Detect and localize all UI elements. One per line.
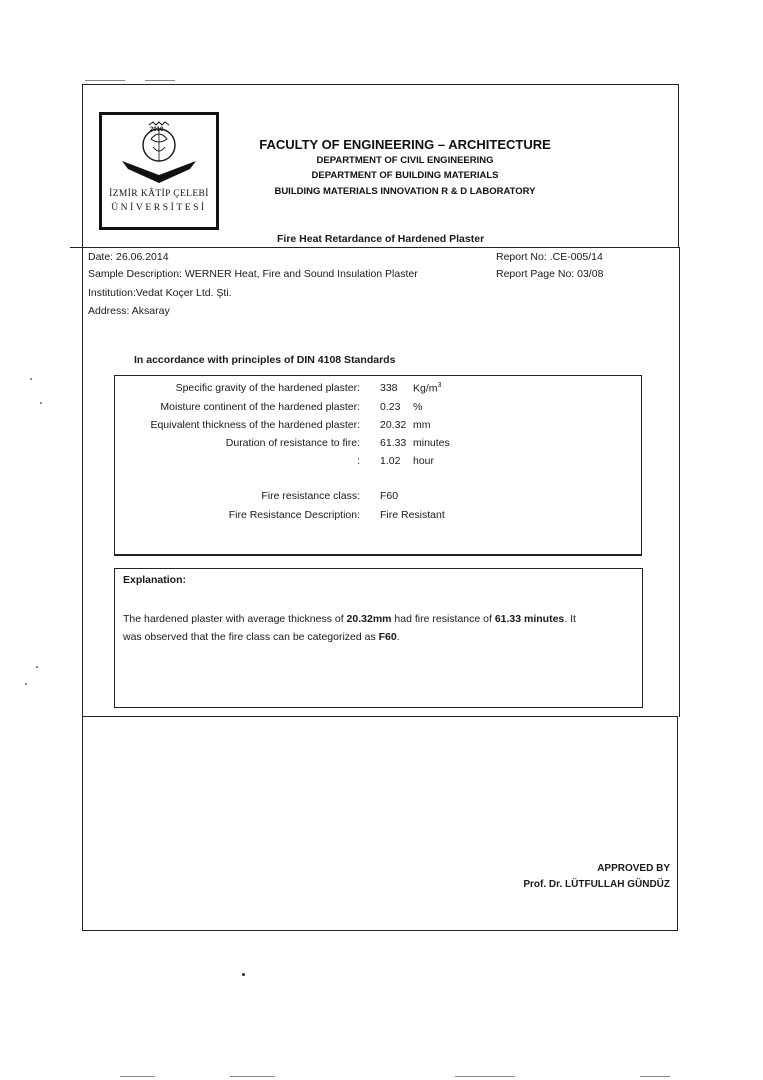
result-value: 1.02 xyxy=(380,455,401,467)
standard-note: In accordance with principles of DIN 4108 Standards xyxy=(134,354,396,366)
outer-frame-left xyxy=(82,84,83,716)
institution: Institution:Vedat Koçer Ltd. Şti. xyxy=(88,287,232,299)
result-label: : xyxy=(357,455,360,467)
result-value: 338 xyxy=(380,382,398,394)
scan-mark xyxy=(85,80,125,81)
department-civil: DEPARTMENT OF CIVIL ENGINEERING xyxy=(316,155,494,166)
department-building: DEPARTMENT OF BUILDING MATERIALS xyxy=(311,170,499,181)
explanation-duration: 61.33 minutes xyxy=(494,613,565,625)
outer-frame-right xyxy=(678,84,679,247)
result-value: 61.33 xyxy=(380,437,407,449)
bottom-frame-left xyxy=(82,716,83,931)
logo-text-line1: İZMİR KÂTİP ÇELEBİ xyxy=(109,189,209,199)
scan-speck xyxy=(30,378,32,380)
result-label: Equivalent thickness of the hardened plaster: xyxy=(150,419,360,431)
university-logo xyxy=(99,112,219,230)
explanation-text: . It xyxy=(564,613,576,625)
approver-name: Prof. Dr. LÜTFULLAH GÜNDÜZ xyxy=(523,879,670,890)
logo-text-line2: ÜNİVERSİTESİ xyxy=(111,203,207,213)
explanation-text: . xyxy=(396,631,400,643)
explanation-text: was observed that the fire class can be categorized as xyxy=(123,631,379,643)
report-date: Date: 26.06.2014 xyxy=(88,251,169,263)
result-unit: % xyxy=(413,401,423,413)
explanation-text: had fire resistance of xyxy=(391,613,495,625)
laboratory-name: BUILDING MATERIALS INNOVATION R & D LABORATORY xyxy=(274,186,536,197)
scan-speck xyxy=(36,666,38,668)
info-divider-line xyxy=(70,247,680,248)
bottom-frame-right xyxy=(677,716,678,931)
scan-speck xyxy=(40,402,42,404)
fire-class-value: F60 xyxy=(380,490,399,502)
report-page-number: Report Page No: 03/08 xyxy=(496,268,604,280)
result-unit: mm xyxy=(413,419,431,431)
report-number: Report No: .CE-005/14 xyxy=(496,251,603,263)
explanation-class: F60 xyxy=(378,631,397,643)
scan-mark xyxy=(230,1076,275,1077)
report-title: Fire Heat Retardance of Hardened Plaster xyxy=(277,233,485,245)
result-unit xyxy=(413,382,441,395)
result-unit: hour xyxy=(413,455,435,467)
result-label: Moisture continent of the hardened plaster: xyxy=(160,401,360,413)
logo-year: 2010 xyxy=(150,127,164,133)
result-value: 0.23 xyxy=(380,401,401,413)
faculty-title: FACULTY OF ENGINEERING – ARCHITECTURE xyxy=(259,137,551,152)
sample-description: Sample Description: WERNER Heat, Fire and Sound Insulation Plaster xyxy=(88,268,418,280)
explanation-thickness: 20.32mm xyxy=(346,613,392,625)
approved-by: APPROVED BY xyxy=(597,863,670,874)
result-label: Duration of resistance to fire: xyxy=(225,437,360,449)
explanation-text: The hardened plaster with average thickness of xyxy=(123,613,347,625)
scan-mark xyxy=(455,1076,515,1077)
scan-speck xyxy=(25,683,27,685)
explanation-line1 xyxy=(123,613,576,625)
explanation-heading: Explanation: xyxy=(123,574,187,586)
scan-mark xyxy=(120,1076,155,1077)
address: Address: Aksaray xyxy=(88,305,170,317)
result-label: Specific gravity of the hardened plaster: xyxy=(175,382,360,394)
scan-mark xyxy=(145,80,175,81)
info-frame-right xyxy=(679,247,680,717)
fire-description-label: Fire Resistance Description: xyxy=(228,509,360,521)
scan-mark xyxy=(640,1076,670,1077)
outer-frame-top xyxy=(82,84,679,85)
result-unit: minutes xyxy=(413,437,450,449)
result-unit-text: Kg/m xyxy=(413,382,438,395)
scan-speck xyxy=(242,973,245,976)
fire-description-value: Fire Resistant xyxy=(380,509,445,521)
result-value: 20.32 xyxy=(380,419,407,431)
result-unit-sup: 3 xyxy=(437,382,442,389)
fire-class-label: Fire resistance class: xyxy=(261,490,360,502)
lower-divider-line xyxy=(82,716,678,717)
bottom-frame-bottom xyxy=(82,930,678,931)
explanation-line2 xyxy=(123,631,400,643)
